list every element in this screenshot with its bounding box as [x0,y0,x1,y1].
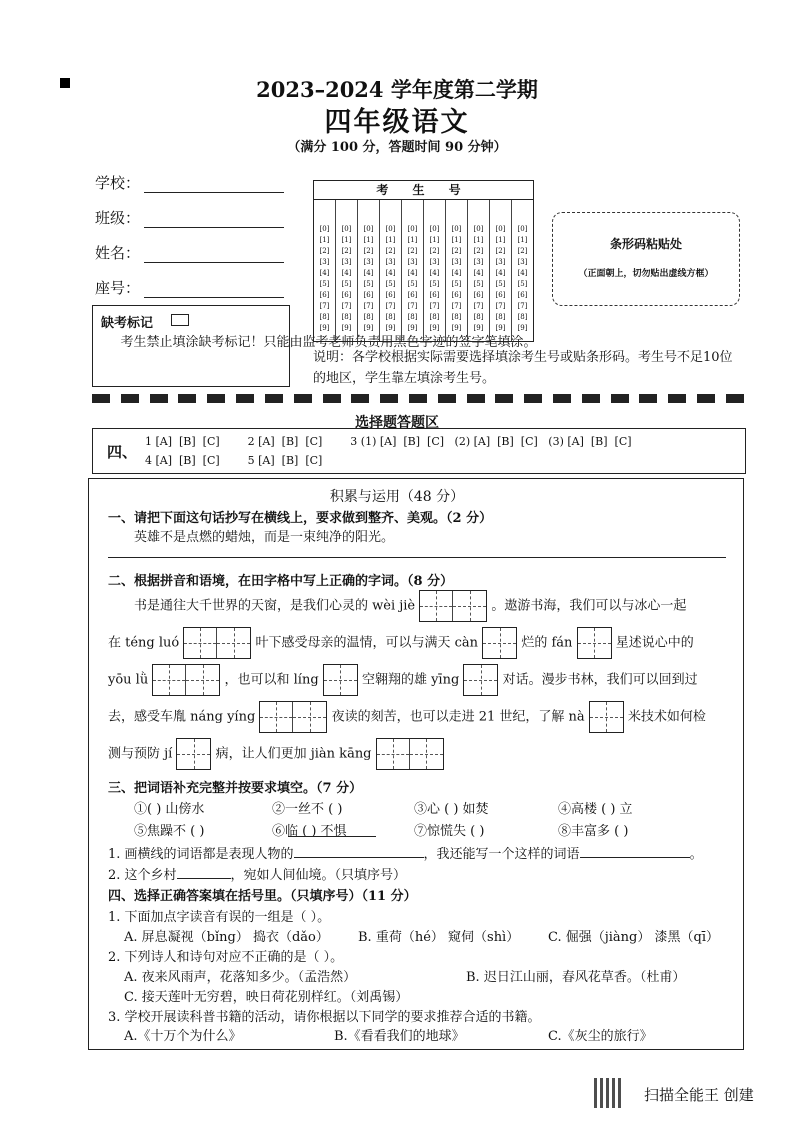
qr-code-icon [594,1078,624,1108]
exam-digit-bubble[interactable]: [6] [363,291,374,299]
exam-info: （满分 100 分，答题时间 90 分钟） [287,140,507,155]
exam-digit-bubble[interactable]: [2] [451,247,462,255]
q3-item-7[interactable]: ⑦惊慌失 ( ) [414,824,485,839]
exam-digit-bubble[interactable]: [9] [451,324,462,332]
exam-digit-bubble[interactable]: [9] [495,324,506,332]
q3-item-6[interactable]: ⑥临 ( ) 不惧 [272,824,347,839]
exam-digit-bubble[interactable]: [3] [407,258,418,266]
exam-digit-bubble[interactable]: [1] [473,236,484,244]
exam-digit-bubble[interactable]: [8] [363,313,374,321]
exam-digit-bubble[interactable]: [2] [407,247,418,255]
exam-digit-bubble[interactable]: [1] [517,236,528,244]
exam-digit-bubble[interactable]: [5] [517,280,528,288]
exam-digit-bubble[interactable]: [1] [319,236,330,244]
exam-digit-bubble[interactable]: [3] [517,258,528,266]
exam-digit-bubble[interactable]: [2] [319,247,330,255]
exam-digit-bubble[interactable]: [0] [341,225,352,233]
q4-p3: 3. 学校开展读科普书籍的活动，请你根据以下同学的要求推荐合适的书籍。 [108,1010,541,1025]
exam-digit-bubble[interactable]: [2] [495,247,506,255]
q3-sub-1: 1. 画横线的词语都是表现人物的 ，我还能写一个这样的词语 。 [108,847,703,862]
exam-digit-bubble[interactable]: [5] [451,280,462,288]
absent-checkbox[interactable] [171,314,189,326]
tzg-nangying[interactable] [259,701,327,733]
divider-dashes [92,394,744,403]
exam-number-columns[interactable] [314,200,533,341]
exam-digit-bubble[interactable]: [4] [473,269,484,277]
exam-digit-bubble[interactable]: [5] [407,280,418,288]
q3-item-2[interactable]: ②一丝不 ( ) [272,802,343,817]
exam-digit-bubble[interactable]: [3] [495,258,506,266]
barcode-title: 条形码粘贴处 [609,237,682,251]
q4-p2-b: B. 迟日江山丽，春风花草香。（杜甫） [466,970,686,985]
exam-digit-bubble[interactable]: [9] [473,324,484,332]
q1-answer-line[interactable] [108,557,726,558]
q1-title: 一、请把下面这句话抄写在横线上，要求做到整齐、美观。（2 分） [108,511,493,526]
q4-p1-b: B. 重荷（hé） 窥伺（shì） [358,930,520,945]
exam-number-grid [313,180,534,342]
q3-item-1[interactable]: ①( ) 山傍水 [134,802,205,817]
tzg-jiankang[interactable] [376,738,444,770]
tzg-weijie[interactable] [419,590,487,622]
q4-p2-c: C. 接天莲叶无穷碧，映日荷花别样红。（刘禹锡） [124,990,409,1005]
q1-sentence: 英雄不是点燃的蜡烛，而是一束纯净的阳光。 [134,530,395,545]
exam-digit-bubble[interactable]: [3] [341,258,352,266]
choice-row-1[interactable]: 1 [A] [B] [C] 2 [A] [B] [C] 3 (1) [A] [B] [C] (2) [A] [B] [C] (3) [A] [B] [C] [145,435,632,448]
q4-p1-a: A. 屏息凝视（bǐng） 捣衣（dǎo） [124,930,329,945]
exam-digit-bubble[interactable]: [0] [429,225,440,233]
exam-digit-bubble[interactable]: [9] [319,324,330,332]
q3-item-8[interactable]: ⑧丰富多 ( ) [558,824,629,839]
q4-p2: 2. 下列诗人和诗句对应不正确的是（ ）。 [108,950,344,965]
tzg-ling[interactable] [323,664,358,696]
exam-digit-bubble[interactable]: [7] [341,302,352,310]
exam-number-column[interactable] [512,200,533,341]
q2-line-5: 测与预防 jí 病，让人们更加 jiàn kāng [108,738,444,770]
exam-digit-bubble[interactable]: [8] [429,313,440,321]
q3-title: 三、把词语补充完整并按要求填空。（7 分） [108,781,363,796]
exam-number-column[interactable] [490,200,512,341]
choice-section-label: 四、 [107,443,138,461]
exam-digit-bubble[interactable]: [4] [495,269,506,277]
exam-digit-bubble[interactable]: [6] [473,291,484,299]
exam-digit-bubble[interactable]: [7] [451,302,462,310]
q3-item-3[interactable]: ③心 ( ) 如焚 [414,802,489,817]
q2-line-3: yōu lǜ ，也可以和 líng 空翱翔的雄 yīng 对话。漫步书林，我们可以回到过 [108,664,698,696]
exam-number-column[interactable] [446,200,468,341]
exam-digit-bubble[interactable]: [1] [407,236,418,244]
exam-digit-bubble[interactable]: [3] [363,258,374,266]
tzg-fan[interactable] [577,627,612,659]
exam-digit-bubble[interactable]: [2] [473,247,484,255]
q3-sub-2: 2. 这个乡村 ，宛如人间仙境。（只填序号） [108,868,407,883]
field-school[interactable]: 学校： [95,172,284,193]
exam-digit-bubble[interactable]: [4] [363,269,374,277]
exam-digit-bubble[interactable]: [7] [363,302,374,310]
exam-digit-bubble[interactable]: [2] [341,247,352,255]
exam-digit-bubble[interactable]: [4] [429,269,440,277]
exam-digit-bubble[interactable]: [5] [319,280,330,288]
exam-digit-bubble[interactable]: [4] [319,269,330,277]
exam-digit-bubble[interactable]: [9] [385,324,396,332]
barcode-area [552,212,740,306]
q3-item-4[interactable]: ④高楼 ( ) 立 [558,802,633,817]
part-title: 积累与运用（48 分） [329,489,465,505]
tzg-ying[interactable] [463,664,498,696]
exam-digit-bubble[interactable]: [5] [363,280,374,288]
tzg-na[interactable] [589,701,624,733]
q2-line-4: 去，感受车胤 náng yíng 夜读的刻苦，也可以走进 21 世纪，了解 nà 米技术如何检 [108,701,706,733]
tzg-tengluo[interactable] [183,627,251,659]
exam-digit-bubble[interactable]: [0] [473,225,484,233]
exam-digit-bubble[interactable]: [8] [385,313,396,321]
tzg-youlu[interactable] [152,664,220,696]
exam-digit-bubble[interactable]: [2] [429,247,440,255]
exam-digit-bubble[interactable]: [1] [385,236,396,244]
exam-number-column[interactable] [336,200,358,341]
exam-digit-bubble[interactable]: [2] [363,247,374,255]
exam-digit-bubble[interactable]: [0] [407,225,418,233]
field-name[interactable]: 姓名： [95,242,284,263]
exam-digit-bubble[interactable]: [0] [363,225,374,233]
exam-digit-bubble[interactable]: [4] [517,269,528,277]
exam-digit-bubble[interactable]: [7] [429,302,440,310]
exam-subject: 四年级语文 [324,107,470,138]
exam-digit-bubble[interactable]: [8] [319,313,330,321]
exam-digit-bubble[interactable]: [0] [495,225,506,233]
field-class[interactable]: 班级： [95,207,284,228]
exam-digit-bubble[interactable]: [6] [451,291,462,299]
exam-number-column[interactable] [468,200,490,341]
q2-line-1: 书是通往大千世界的天窗，是我们心灵的 wèi jiè 。遨游书海，我们可以与冰心一起 [134,590,686,622]
exam-digit-bubble[interactable]: [7] [517,302,528,310]
choice-row-2[interactable]: 4 [A] [B] [C] 5 [A] [B] [C] [145,454,323,467]
exam-digit-bubble[interactable]: [1] [429,236,440,244]
q4-title: 四、选择正确答案填在括号里。（只填序号）（11 分） [108,889,417,904]
exam-digit-bubble[interactable]: [8] [495,313,506,321]
exam-digit-bubble[interactable]: [4] [385,269,396,277]
watermark-label: 扫描全能王 创建 [644,1086,754,1104]
exam-digit-bubble[interactable]: [2] [517,247,528,255]
barcode-hint: （正面朝上，切勿贴出虚线方框） [578,269,714,279]
exam-digit-bubble[interactable]: [8] [341,313,352,321]
exam-digit-bubble[interactable]: [1] [495,236,506,244]
exam-number-column[interactable] [314,200,336,341]
exam-digit-bubble[interactable]: [6] [517,291,528,299]
q4-p1-c: C. 倔强（jiàng） 漆黑（qī） [548,930,719,945]
q4-p2-a: A. 夜来风雨声，花落知多少。（孟浩然） [124,970,357,985]
tzg-can[interactable] [482,627,517,659]
exam-digit-bubble[interactable]: [0] [385,225,396,233]
exam-digit-bubble[interactable]: [4] [407,269,418,277]
scanner-watermark [594,1076,774,1110]
exam-digit-bubble[interactable]: [0] [319,225,330,233]
note-text: 说明：各学校根据实际需要选择填涂考生号或贴条形码。考生号不足10位的地区，学生靠左填涂考生号。 [313,350,733,386]
absent-text: 考生禁止填涂缺考标记！只能由监考老师负责用黑色字迹的签字笔填涂。 [120,335,537,350]
exam-digit-bubble[interactable]: [9] [363,324,374,332]
tzg-ji[interactable] [176,738,211,770]
exam-digit-bubble[interactable]: [2] [385,247,396,255]
exam-digit-bubble[interactable]: [3] [385,258,396,266]
exam-digit-bubble[interactable]: [5] [385,280,396,288]
exam-year: 2023–2024 学年度第二学期 [256,77,538,102]
exam-digit-bubble[interactable]: [4] [451,269,462,277]
exam-digit-bubble[interactable]: [7] [319,302,330,310]
exam-digit-bubble[interactable]: [5] [341,280,352,288]
exam-digit-bubble[interactable]: [3] [473,258,484,266]
exam-digit-bubble[interactable]: [6] [407,291,418,299]
exam-number-column[interactable] [402,200,424,341]
exam-digit-bubble[interactable]: [8] [473,313,484,321]
q4-p3-c: C.《灰尘的旅行》 [548,1029,653,1044]
absent-label: 缺考标记 [101,316,154,331]
q2-line-2: 在 téng luó 叶下感受母亲的温情，可以与满天 càn 烂的 fán 星述说心中的 [108,627,694,659]
exam-digit-bubble[interactable]: [6] [319,291,330,299]
exam-digit-bubble[interactable]: [9] [517,324,528,332]
q4-p3-a: A.《十万个为什么》 [124,1029,242,1044]
exam-digit-bubble[interactable]: [8] [517,313,528,321]
exam-digit-bubble[interactable]: [5] [429,280,440,288]
exam-digit-bubble[interactable]: [6] [341,291,352,299]
q3-item-5[interactable]: ⑤焦躁不 ( ) [134,824,205,839]
exam-digit-bubble[interactable]: [5] [473,280,484,288]
q4-p1: 1. 下面加点字读音有误的一组是（ ）。 [108,910,331,925]
exam-digit-bubble[interactable]: [8] [407,313,418,321]
exam-digit-bubble[interactable]: [3] [429,258,440,266]
q4-p3-b: B.《看看我们的地球》 [334,1029,465,1044]
exam-digit-bubble[interactable]: [4] [341,269,352,277]
exam-digit-bubble[interactable]: [0] [517,225,528,233]
exam-digit-bubble[interactable]: [1] [451,236,462,244]
exam-digit-bubble[interactable]: [7] [473,302,484,310]
q2-title: 二、根据拼音和语境，在田字格中写上正确的字词。（8 分） [108,574,454,589]
exam-digit-bubble[interactable]: [7] [385,302,396,310]
exam-digit-bubble[interactable]: [7] [407,302,418,310]
exam-digit-bubble[interactable]: [9] [341,324,352,332]
exam-digit-bubble[interactable]: [7] [495,302,506,310]
exam-digit-bubble[interactable]: [6] [495,291,506,299]
exam-digit-bubble[interactable]: [6] [385,291,396,299]
exam-digit-bubble[interactable]: [3] [319,258,330,266]
exam-digit-bubble[interactable]: [9] [407,324,418,332]
field-seat[interactable]: 座号： [95,277,284,298]
exam-number-column[interactable] [380,200,402,341]
exam-digit-bubble[interactable]: [1] [341,236,352,244]
exam-number-title: 考 生 号 [314,181,533,200]
exam-digit-bubble[interactable]: [1] [363,236,374,244]
q3-underline-2 [288,836,376,837]
exam-digit-bubble[interactable]: [9] [429,324,440,332]
exam-number-column[interactable] [358,200,380,341]
exam-digit-bubble[interactable]: [3] [451,258,462,266]
exam-digit-bubble[interactable]: [6] [429,291,440,299]
choice-area-title: 选择题答题区 [355,415,439,431]
exam-digit-bubble[interactable]: [0] [451,225,462,233]
choice-answer-box [92,428,746,474]
exam-number-column[interactable] [424,200,446,341]
exam-digit-bubble[interactable]: [5] [495,280,506,288]
exam-digit-bubble[interactable]: [8] [451,313,462,321]
